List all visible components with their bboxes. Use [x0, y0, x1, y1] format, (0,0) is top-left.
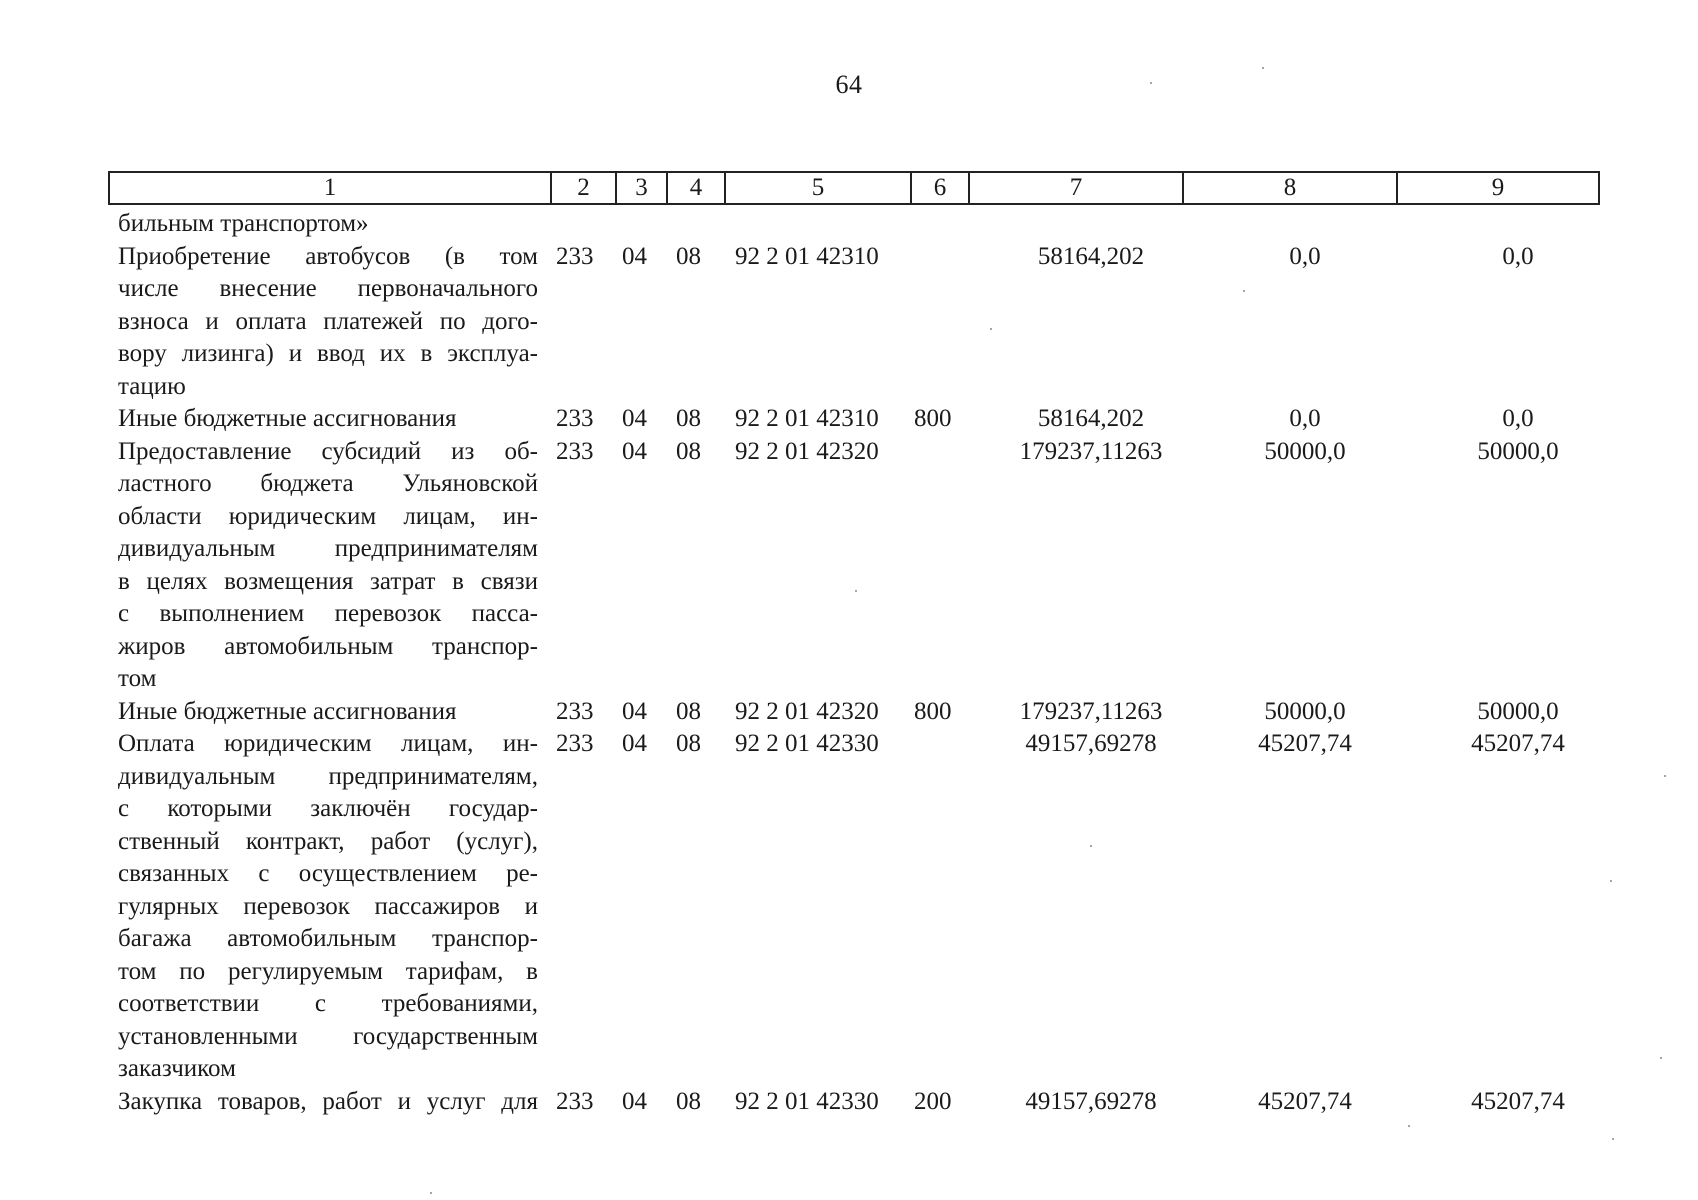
cell-col-3: 04: [622, 242, 647, 270]
scan-speck: [430, 1192, 432, 1194]
table-row: [118, 241, 1598, 404]
row-description-line: связанных с осуществлением ре-: [118, 860, 538, 887]
cell-col-9: 45207,74: [1471, 1087, 1565, 1115]
table-header: [108, 171, 1600, 205]
cell-col-9: 0,0: [1502, 405, 1534, 432]
scan-speck: [1612, 1138, 1614, 1140]
cell-col-5: 92 2 01 42310: [735, 405, 879, 432]
header-col-4: 4: [668, 173, 726, 203]
row-description-line: в целях возмещения затрат в связи: [118, 567, 538, 595]
cell-col-7: 58164,202: [1037, 405, 1145, 432]
cell-col-6: 800: [914, 405, 952, 432]
table-row: [118, 1086, 1598, 1119]
row-description-line: дивидуальным предпринимателям,: [118, 762, 538, 790]
row-description-line: том: [118, 665, 157, 692]
scan-speck: [1262, 67, 1264, 69]
scan-speck: [1408, 1125, 1410, 1127]
cell-col-9: 50000,0: [1477, 697, 1559, 725]
cell-col-8: 0,0: [1289, 242, 1321, 270]
cell-col-7: 179237,11263: [1019, 697, 1163, 725]
scan-speck: [1090, 845, 1092, 847]
row-description-line: тацию: [118, 372, 186, 400]
scan-speck: [1664, 775, 1666, 777]
header-col-5: 5: [726, 173, 912, 203]
page-number: 64: [835, 70, 863, 99]
cell-col-8: 45207,74: [1258, 1087, 1352, 1115]
cell-col-9: 50000,0: [1477, 437, 1559, 465]
cell-col-2: 233: [556, 730, 594, 757]
header-col-9: 9: [1491, 174, 1505, 201]
cell-col-3: 04: [622, 437, 647, 465]
cell-col-4: 08: [676, 405, 701, 432]
header-col-3: 3: [617, 173, 668, 203]
cell-col-4: 08: [676, 242, 701, 270]
cell-col-8: 50000,0: [1264, 697, 1346, 725]
cell-col-5: 92 2 01 42320: [735, 697, 879, 725]
scan-speck: [855, 590, 857, 592]
table-row: [118, 403, 1598, 436]
row-description-line: том по регулируемым тарифам, в: [118, 957, 538, 985]
table-row: [118, 696, 1598, 729]
cell-col-8: 50000,0: [1264, 437, 1346, 465]
scan-speck: [1660, 1057, 1662, 1059]
cell-col-7: 49157,69278: [1025, 1087, 1157, 1115]
row-description-line: ластного бюджета Ульяновской: [118, 470, 538, 497]
header-col-1: 1: [110, 173, 552, 203]
header-col-8: 8: [1184, 173, 1398, 203]
cell-col-5: 92 2 01 42330: [735, 1087, 879, 1115]
table-row: [118, 208, 1598, 241]
cell-col-8: 45207,74: [1258, 730, 1352, 757]
row-description-line: Предоставление субсидий из об-: [118, 437, 538, 465]
row-description-line: числе внесение первоначального: [118, 275, 538, 302]
row-description-line: Приобретение автобусов (в том: [118, 242, 538, 270]
table-body: [118, 208, 1598, 1118]
row-description-line: Иные бюджетные ассигнования: [118, 697, 457, 725]
row-description-line: вору лизинга) и ввод их в эксплуа-: [118, 340, 538, 367]
row-description-line: ственный контракт, работ (услуг),: [118, 827, 538, 855]
row-description-line: установленными государственным: [118, 1022, 538, 1050]
header-col-2: 2: [552, 173, 617, 203]
row-description-line: взноса и оплата платежей по дого-: [118, 307, 538, 335]
cell-col-6: 800: [914, 697, 952, 725]
cell-col-4: 08: [676, 1087, 701, 1115]
row-description-line: дивидуальным предпринимателям: [118, 535, 538, 562]
row-description-line: багажа автомобильным транспор-: [118, 925, 538, 952]
cell-col-3: 04: [622, 697, 647, 725]
cell-col-2: 233: [556, 405, 594, 432]
cell-col-7: 58164,202: [1037, 242, 1145, 270]
cell-col-7: 49157,69278: [1025, 730, 1157, 757]
cell-col-5: 92 2 01 42320: [735, 437, 879, 465]
cell-col-4: 08: [676, 730, 701, 757]
cell-col-9: 45207,74: [1471, 730, 1565, 757]
row-description-line: соответствии с требованиями,: [118, 990, 538, 1017]
cell-col-2: 233: [556, 1087, 594, 1115]
cell-col-2: 233: [556, 437, 594, 465]
cell-col-3: 04: [622, 730, 647, 757]
cell-col-5: 92 2 01 42310: [735, 242, 879, 270]
scan-speck: [990, 328, 992, 330]
row-description-line: заказчиком: [118, 1055, 236, 1082]
row-description-line: с которыми заключён государ-: [118, 795, 538, 822]
scan-speck: [1243, 290, 1245, 292]
row-description-line: жиров автомобильным транспор-: [118, 632, 538, 660]
row-description-line: гулярных перевозок пассажиров и: [118, 892, 538, 920]
row-description-line: Закупка товаров, работ и услуг для: [118, 1087, 538, 1115]
scan-speck: [1150, 82, 1152, 84]
table-row: [118, 436, 1598, 696]
scan-speck: [1610, 880, 1612, 882]
cell-col-4: 08: [676, 437, 701, 465]
row-description-line: Иные бюджетные ассигнования: [118, 405, 457, 432]
table-row: [118, 728, 1598, 1086]
header-col-7: 7: [970, 173, 1184, 203]
row-description-line: бильным транспортом»: [118, 210, 369, 237]
cell-col-2: 233: [556, 697, 594, 725]
cell-col-9: 0,0: [1502, 242, 1534, 270]
cell-col-3: 04: [622, 405, 647, 432]
cell-col-4: 08: [676, 697, 701, 725]
cell-col-6: 200: [914, 1087, 952, 1115]
cell-col-7: 179237,11263: [1019, 437, 1163, 465]
cell-col-3: 04: [622, 1087, 647, 1115]
header-col-6: 6: [912, 173, 970, 203]
row-description-line: с выполнением перевозок пасса-: [118, 600, 538, 627]
row-description-line: области юридическим лицам, ин-: [118, 502, 538, 530]
cell-col-5: 92 2 01 42330: [735, 730, 879, 757]
cell-col-2: 233: [556, 242, 594, 270]
cell-col-8: 0,0: [1289, 405, 1321, 432]
row-description-line: Оплата юридическим лицам, ин-: [118, 730, 538, 757]
